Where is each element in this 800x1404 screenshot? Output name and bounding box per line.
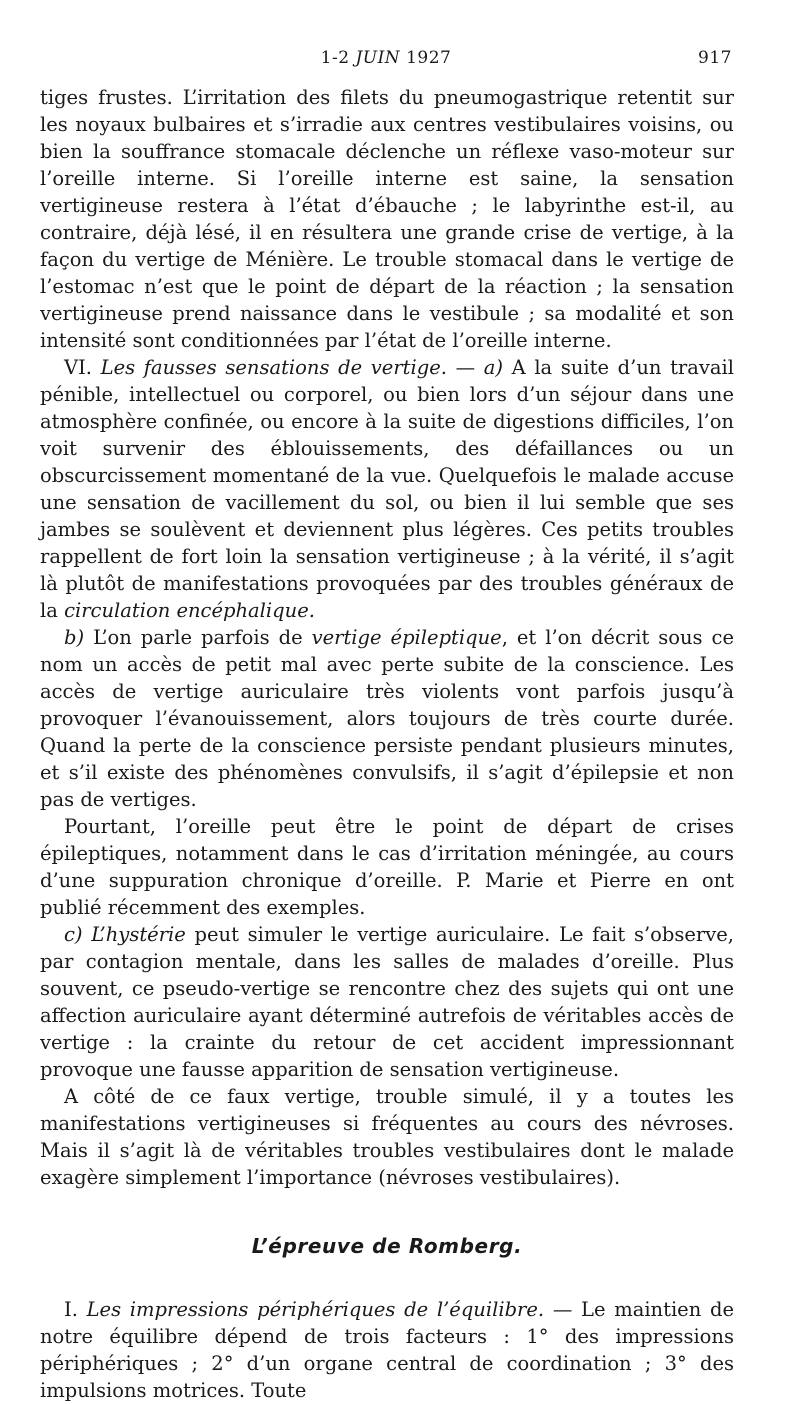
section-heading-romberg: L’épreuve de Romberg. xyxy=(251,1234,523,1258)
body-text xyxy=(40,84,734,1404)
paragraph-epileptic-vertigo: b) L’on parle parfois de vertige épileptique, et l’on décrit sous ce nom un accès de petit mal avec perte subite de la conscience. Les accès de vertige auriculaire très violents vont parfois jusqu’à provoquer l’évanouissement, alors toujours de très courte durée. Quand la perte de la conscience persiste pendant plusieurs minutes, et s’il existe des phénomènes convulsifs, il s’agit d’épilepsie et non pas de vertiges. xyxy=(40,626,734,811)
paragraph-peripheral-impressions: I. Les impressions périphériques de l’équilibre. — Le maintien de notre équilibre dépend de trois facteurs : 1° des impressions périphériques ; 2° d’un organe central de coordination ; 3° des impulsions motrices. Toute xyxy=(40,1298,735,1402)
running-head xyxy=(40,48,732,72)
paragraph-stomach-vertigo: tiges frustes. L’irritation des filets du pneumogastrique retentit sur les noyaux bulbaires et s’irradie aux centres vestibulaires voisins, ou bien la souffrance stomacale déclenche un réflexe vaso-moteur sur l’oreille interne. Si l’oreille interne est saine, la sensation vertigineuse restera à l’état d’ébauche ; le labyrinthe est-il, au contraire, déjà lésé, il en résultera une grande crise de vertige, à la façon du vertige de Ménière. Le trouble stomacal dans le vertige de l’estomac n’est que le point de départ de la réaction ; la sensation vertigineuse prend naissance dans le vestibule ; sa modalité et son intensité sont conditionnées par l’état de l’oreille interne. xyxy=(40,86,734,352)
page-number: 917 xyxy=(698,48,732,68)
paragraph-epileptic-crises: Pourtant, l’oreille peut être le point de départ de crises épileptiques, notamment dans le cas d’irritation méningée, au cours d’une suppuration chronique d’oreille. P. Marie et Pierre en ont publié récemment des exemples. xyxy=(40,815,734,919)
paragraph-false-sensations: VI. Les fausses sensations de vertige. — a) A la suite d’un travail pénible, intellectuel ou corporel, ou bien lors d’un séjour dans une atmosphère confinée, ou encore à la suite de digestions difficiles, l’on voit survenir des éblouissements, des défaillances ou un obscurcissement momentané de la vue. Quelquefois le malade accuse une sensation de vacillement du sol, ou bien il lui semble que ses jambes se soulèvent et deviennent plus légères. Ces petits troubles rappellent de fort loin la sensation vertigineuse ; à la vérité, il s’agit là plutôt de manifestations provoquées par des troubles généraux de la circulation encéphalique. xyxy=(40,356,734,622)
issue-date: 1-2 JUIN 1927 xyxy=(320,48,452,68)
paragraph-hysteria: c) L’hystérie peut simuler le vertige auriculaire. Le fait s’observe, par contagion mentale, dans les salles de malades d’oreille. Plus souvent, ce pseudo-vertige se rencontre chez des sujets qui ont une affection auriculaire ayant déterminé autrefois de véritables accès de vertige : la crainte du retour de cet accident impressionnant provoque une fausse apparition de sensation vertigineuse. xyxy=(40,923,734,1081)
paragraph-neuroses: A côté de ce faux vertige, trouble simulé, il y a toutes les manifestations vertigineuses si fréquentes au cours des névroses. Mais il s’agit là de véritables troubles vestibulaires dont le malade exagère simplement l’importance (névroses vestibulaires). xyxy=(40,1085,734,1189)
section-title: Les fausses sensations de vertige. xyxy=(100,356,447,379)
subsection-title: Les impressions périphériques de l’équilibre. xyxy=(86,1298,545,1321)
